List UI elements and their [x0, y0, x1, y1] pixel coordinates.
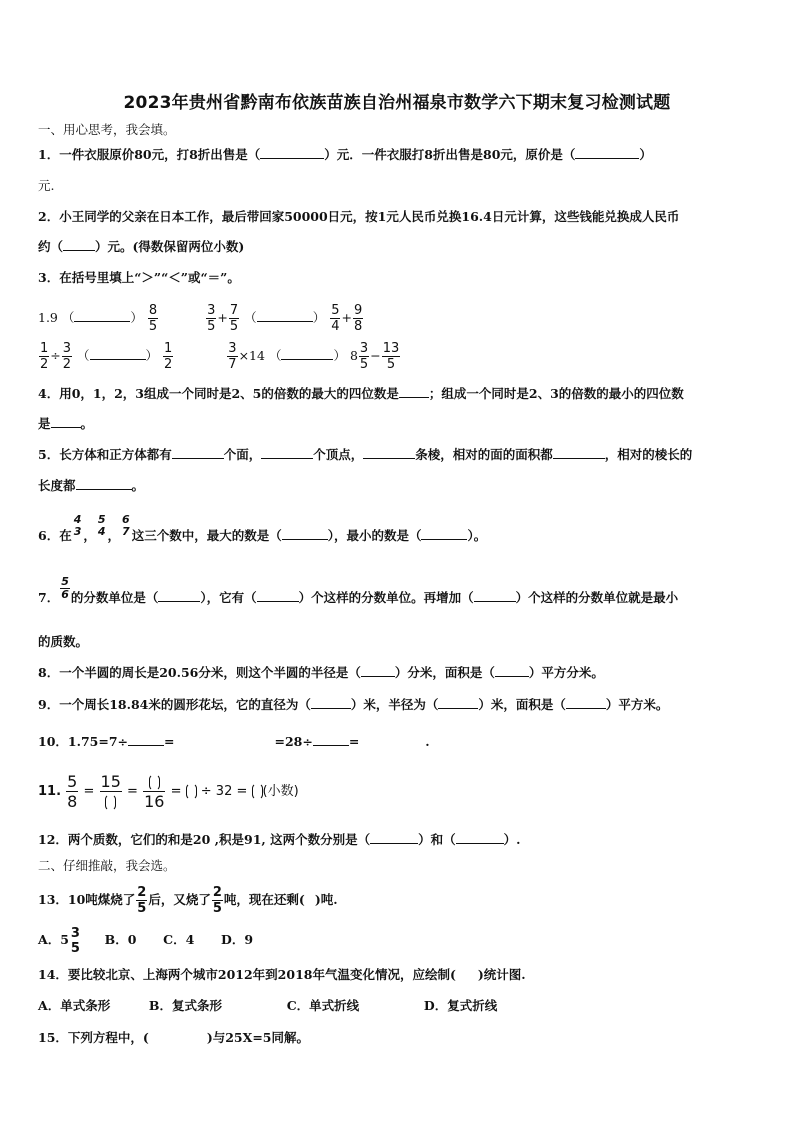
fraction: $\frac{3}{2}$ — [62, 341, 72, 372]
fraction: $\frac{9}{8}$ — [353, 303, 363, 334]
question-10: 10．1.75=7÷ = =28÷ = . — [38, 734, 430, 749]
fraction: $\frac{8}{5}$ — [148, 303, 158, 334]
question-11: 11. $\frac{5}{8}$ = 15 = 16 = ÷ 32 = (小数) — [38, 772, 299, 811]
question-3-text: 3．在括号里填上“＞”“＜”或“＝”。 — [38, 270, 240, 285]
answer-blank[interactable] — [51, 415, 81, 428]
section-heading-2: 二、仔细推敲，我会选。 — [38, 858, 176, 873]
answer-blank[interactable] — [363, 446, 415, 459]
answer-blank[interactable] — [257, 589, 299, 602]
answer-blank[interactable] — [186, 783, 197, 800]
option-b[interactable]: B．0 — [104, 932, 137, 947]
answer-blank[interactable] — [281, 347, 333, 360]
answer-blank[interactable] — [74, 309, 130, 322]
question-7-line-1: 7． $\frac{5}{6}$ 的分数单位是（ ），它有（ ）个这样的分数单位。再增加（ ）个这样的分数单位就是最小 — [38, 575, 679, 605]
fraction: $\frac{2}{5}$ — [137, 885, 147, 916]
answer-blank[interactable] — [313, 733, 349, 746]
answer-blank[interactable] — [566, 696, 606, 709]
option-d[interactable]: D．复式折线 — [423, 998, 498, 1013]
question-12: 12．两个质数，它们的和是20 ,积是91, 这两个数分别是（ ）和（ ）. — [38, 832, 521, 847]
answer-blank[interactable] — [438, 696, 478, 709]
fraction: $\frac{1}{2}$ — [164, 341, 173, 372]
answer-blank[interactable] — [257, 309, 313, 322]
answer-blank[interactable] — [553, 446, 605, 459]
fraction: $\frac{5}{6}$ — [61, 575, 69, 601]
fraction: 4 3 — [73, 513, 82, 538]
question-6: 6．在 4 3 ， 5 4 ， 6 7 这三个数中，最大的数是（ ），最小的数是（ ）。 — [38, 513, 487, 543]
fraction: 6 7 — [122, 513, 130, 538]
option-c[interactable]: C．单式折线 — [286, 998, 360, 1013]
question-9: 9．一个周长18.84米的圆形花坛，它的直径为（ ）米，半径为（ ）米，面积是（ ）平方米。 — [38, 697, 669, 712]
question-13-options — [38, 920, 253, 960]
fraction: $\frac{7}{5}$ — [229, 303, 239, 334]
answer-blank[interactable] — [76, 477, 132, 490]
answer-blank[interactable] — [456, 831, 504, 844]
answer-blank[interactable] — [105, 794, 116, 811]
fraction: 5 4 — [97, 513, 106, 538]
fraction: $\frac{3}{5}$ — [207, 303, 216, 334]
fraction: $\frac{3}{5}$ — [359, 341, 369, 372]
fraction: 3 5 — [70, 925, 80, 956]
question-7-line-2: 的质数。 — [38, 634, 89, 649]
question-1-line-1: 1．一件衣服原价80元，打8折出售是（ ）元．一件衣服打8折出售是80元，原价是（ ） — [38, 147, 652, 162]
answer-blank[interactable] — [495, 664, 529, 677]
question-2-line-1: 2．小王同学的父亲在日本工作，最后带回家50000日元，按1元人民币兑换16.4日元计算，这些钱能兑换成人民币 — [38, 209, 680, 224]
fraction: $\frac{5}{8}$ — [67, 772, 78, 811]
option-d[interactable]: D．9 — [221, 932, 254, 947]
answer-blank[interactable] — [282, 527, 328, 540]
question-2-line-2: 约（ ）元。(得数保留两位小数) — [38, 239, 245, 254]
question-3-row-1: 1.9 （ ） $\frac{8}{5}$ $\frac{3}{5}$ + $\frac{7}{5}$ （ ） $\frac{5}{4}$ + $\frac{9}{8}$ — [38, 303, 363, 334]
answer-blank[interactable] — [252, 783, 263, 800]
answer-blank[interactable] — [474, 589, 516, 602]
question-3-row-2: $\frac{1}{2}$ ÷ $\frac{3}{2}$ （ ） $\frac{1}{2}$ $\frac{3}{7}$ ×14 （ ） 8 $\frac{3}{5}$ − $\frac{13}{5}$ — [40, 341, 400, 372]
answer-blank[interactable] — [575, 146, 639, 159]
option-a[interactable]: A．单式条形 — [38, 998, 111, 1013]
question-15: 15．下列方程中，( )与25X=5同解。 — [38, 1030, 309, 1045]
question-14: 14．要比较北京、上海两个城市2012年到2018年气温变化情况，应绘制( )统计图. — [38, 967, 526, 982]
fraction: $\frac{3}{7}$ — [228, 341, 237, 372]
answer-blank[interactable] — [149, 774, 160, 791]
fraction: $\frac{13}{5}$ — [382, 341, 400, 372]
answer-blank[interactable] — [260, 146, 324, 159]
fraction: 16 — [143, 772, 165, 811]
answer-blank[interactable] — [158, 589, 200, 602]
fraction: $\frac{1}{2}$ — [40, 341, 49, 372]
answer-blank[interactable] — [311, 696, 351, 709]
answer-blank[interactable] — [90, 347, 146, 360]
question-5-line-2: 长度都 。 — [38, 478, 145, 493]
page-title: 2023年贵州省黔南布依族苗族自治州福泉市数学六下期末复习检测试题 — [123, 93, 671, 113]
answer-blank[interactable] — [261, 446, 313, 459]
answer-blank[interactable] — [128, 733, 164, 746]
answer-blank[interactable] — [370, 831, 418, 844]
answer-blank[interactable] — [399, 385, 429, 398]
option-c[interactable]: C．4 — [163, 932, 195, 947]
fraction: 15 — [100, 772, 122, 811]
question-14-options — [38, 997, 497, 1015]
question-4-line-1: 4．用0，1，2，3组成一个同时是2、5的倍数的最大的四位数是 ；组成一个同时是2、3的倍数的最小的四位数 — [38, 386, 684, 401]
answer-blank[interactable] — [63, 238, 95, 251]
question-8: 8．一个半圆的周长是20.56分米，则这个半圆的半径是（ ）分米，面积是（ ）平方分米。 — [38, 665, 604, 680]
option-b[interactable]: B．复式条形 — [148, 998, 222, 1013]
question-1-line-2: 元. — [38, 178, 55, 193]
answer-blank[interactable] — [172, 446, 224, 459]
question-5-line-1: 5．长方体和正方体都有 个面， 个顶点， 条棱，相对的面的面积都 ，相对的棱长的 — [38, 447, 693, 462]
answer-blank[interactable] — [361, 664, 395, 677]
question-4-line-2: 是 。 — [38, 416, 94, 431]
section-heading-1: 一、用心思考，我会填。 — [38, 122, 176, 137]
question-13: 13．10吨煤烧了 $\frac{2}{5}$ 后，又烧了 $\frac{2}{5}$ 吨，现在还剩( )吨. — [38, 885, 338, 916]
answer-blank[interactable] — [421, 527, 467, 540]
fraction: $\frac{5}{4}$ — [331, 303, 340, 334]
fraction: $\frac{2}{5}$ — [212, 885, 222, 916]
option-a[interactable]: A．5 3 5 — [38, 925, 80, 956]
